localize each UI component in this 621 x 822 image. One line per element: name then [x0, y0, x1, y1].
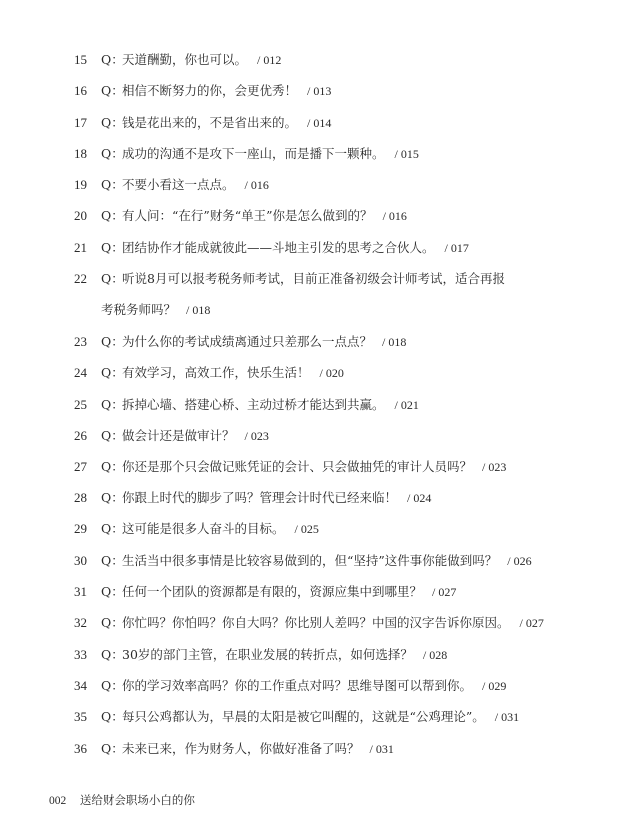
toc-entry: [0, 550, 621, 572]
entry-title: [122, 143, 419, 165]
entry-title-text: 每只公鸡都认为，早晨的太阳是被它叫醒的，这就是“公鸡理论”。: [122, 709, 485, 724]
entry-title: [122, 268, 515, 290]
q-marker: Q：: [101, 709, 124, 724]
entry-number: 23: [74, 334, 87, 349]
entry-page: / 016: [382, 209, 407, 223]
entry-number: 36: [74, 741, 87, 756]
entry-title: [122, 487, 431, 509]
entry-title: [122, 644, 447, 666]
entry-title: [122, 394, 419, 416]
entry-title-text: 成功的沟通不是攻下一座山，而是播下一颗种。: [122, 146, 385, 161]
entry-number: 26: [74, 428, 87, 443]
toc-entry: [0, 112, 621, 134]
toc-entry: [0, 738, 621, 760]
q-marker: Q：: [101, 428, 124, 443]
entry-title: [101, 299, 210, 321]
entry-title-text: 30岁的部门主管，在职业发展的转折点，如何选择？: [122, 647, 413, 662]
entry-number: 25: [74, 397, 87, 412]
q-marker: Q：: [101, 83, 124, 98]
entry-number: 18: [74, 146, 87, 161]
entry-title-text: 有人问：“在行”财务“单王”你是怎么做到的？: [122, 208, 373, 223]
entry-page: / 027: [519, 616, 544, 630]
entry-title-text: 听说8月可以报考税务师考试，目前正准备初级会计师考试，适合再报: [122, 271, 505, 286]
book-title: 送给财会职场小白的你: [79, 793, 195, 807]
entry-number: 34: [74, 678, 87, 693]
entry-title: [122, 331, 406, 353]
entry-page: / 026: [507, 554, 532, 568]
entry-number: 32: [74, 615, 87, 630]
toc-entry: [0, 362, 621, 384]
entry-page: / 013: [307, 84, 332, 98]
entry-page: / 024: [407, 491, 432, 505]
entry-title-text: 你还是那个只会做记账凭证的会计、只会做抽凭的审计人员吗？: [122, 459, 473, 474]
entry-title: [122, 706, 519, 728]
toc-entry: [0, 612, 621, 634]
entry-page: / 018: [186, 303, 211, 317]
entry-title: [122, 80, 331, 102]
toc-entry: [0, 237, 621, 259]
entry-title-text: 你的学习效率高吗？你的工作重点对吗？思维导图可以帮到你。: [122, 678, 473, 693]
entry-number: 19: [74, 177, 87, 192]
q-marker: Q：: [101, 52, 124, 67]
q-marker: Q：: [101, 678, 124, 693]
q-marker: Q：: [101, 459, 124, 474]
entry-title-text: 钱是花出来的，不是省出来的。: [122, 115, 298, 130]
entry-title-text: 任何一个团队的资源都是有限的，资源应集中到哪里？: [122, 584, 423, 599]
entry-number: 21: [74, 240, 87, 255]
entry-title-text: 考税务师吗？: [101, 302, 177, 317]
entry-number: 28: [74, 490, 87, 505]
toc-entry: [0, 174, 621, 196]
toc-entry: [0, 675, 621, 697]
entry-title: [122, 518, 319, 540]
entry-title: [122, 112, 331, 134]
q-marker: Q：: [101, 271, 124, 286]
entry-number: 35: [74, 709, 87, 724]
entry-number: 22: [74, 271, 87, 286]
entry-number: 27: [74, 459, 87, 474]
entry-number: 16: [74, 83, 87, 98]
entry-title: [122, 174, 269, 196]
entry-number: 24: [74, 365, 87, 380]
entry-page: / 021: [394, 398, 419, 412]
entry-number: 29: [74, 521, 87, 536]
entry-title: [122, 738, 394, 760]
entry-title-text: 天道酬勤，你也可以。: [122, 52, 248, 67]
q-marker: Q：: [101, 553, 124, 568]
q-marker: Q：: [101, 521, 124, 536]
entry-title-text: 不要小看这一点点。: [122, 177, 235, 192]
q-marker: Q：: [101, 115, 124, 130]
toc-entry: [0, 644, 621, 666]
toc-entry: [0, 331, 621, 353]
entry-page: / 016: [244, 178, 269, 192]
entry-title-text: 做会计还是做审计？: [122, 428, 235, 443]
entry-title-text: 你忙吗？你怕吗？你自大吗？你比别人差吗？中国的汉字告诉你原因。: [122, 615, 510, 630]
page-number: 002: [49, 795, 67, 807]
entry-number: 20: [74, 208, 87, 223]
entry-page: / 031: [494, 710, 520, 724]
q-marker: Q：: [101, 334, 124, 349]
q-marker: Q：: [101, 146, 124, 161]
entry-page: / 023: [244, 429, 269, 443]
toc-entry: [0, 394, 621, 416]
toc-entry: [0, 268, 621, 290]
entry-title: [122, 456, 506, 478]
entry-page: / 031: [369, 742, 394, 756]
entry-number: 17: [74, 115, 87, 130]
toc-entry: [0, 205, 621, 227]
page-footer: [49, 790, 195, 811]
entry-number: 33: [74, 647, 87, 662]
entry-title-text: 为什么你的考试成绩离通过只差那么一点点？: [122, 334, 373, 349]
entry-title-text: 未来已来，作为财务人，你做好准备了吗？: [122, 741, 360, 756]
q-marker: Q：: [101, 584, 124, 599]
entry-title-text: 这可能是很多人奋斗的目标。: [122, 521, 285, 536]
toc-entry: [0, 706, 621, 728]
q-marker: Q：: [101, 490, 124, 505]
entry-page: / 017: [444, 241, 469, 255]
entry-title: [122, 581, 456, 603]
entry-page: / 014: [307, 116, 332, 130]
entry-title-text: 你跟上时代的脚步了吗？管理会计时代已经来临！: [122, 490, 398, 505]
entry-title-text: 拆掉心墙、搭建心桥、主动过桥才能达到共赢。: [122, 397, 385, 412]
toc-entry: [0, 518, 621, 540]
entry-number: 15: [74, 52, 87, 67]
entry-title: [122, 425, 269, 447]
toc-entry: [0, 49, 621, 71]
entry-title: [122, 205, 407, 227]
entry-title-text: 有效学习，高效工作，快乐生活！: [122, 365, 310, 380]
q-marker: Q：: [101, 365, 124, 380]
entry-page: / 028: [422, 648, 448, 662]
entry-title: [122, 612, 544, 634]
entry-title: [122, 550, 532, 572]
q-marker: Q：: [101, 177, 124, 192]
q-marker: Q：: [101, 647, 124, 662]
entry-number: 31: [74, 584, 87, 599]
entry-page: / 015: [394, 147, 419, 161]
toc-entry: [0, 581, 621, 603]
toc-entry: [0, 487, 621, 509]
q-marker: Q：: [101, 741, 124, 756]
entry-page: / 029: [482, 679, 507, 693]
toc-entry: [0, 425, 621, 447]
entry-title-text: 相信不断努力的你，会更优秀！: [122, 83, 298, 98]
entry-title: [122, 675, 506, 697]
q-marker: Q：: [101, 208, 124, 223]
toc-entry: [0, 80, 621, 102]
entry-page: / 025: [294, 522, 319, 536]
entry-page: / 020: [319, 366, 344, 380]
toc-entry: [0, 143, 621, 165]
entry-title: [122, 362, 344, 384]
entry-page: / 027: [432, 585, 457, 599]
entry-page: / 018: [382, 335, 407, 349]
entry-title-text: 生活当中很多事情是比较容易做到的，但“坚持”这件事你能做到吗？: [122, 553, 498, 568]
entry-title: [122, 237, 469, 259]
entry-number: 30: [74, 553, 87, 568]
toc-entry-continuation: [0, 299, 621, 321]
entry-page: / 023: [482, 460, 507, 474]
toc-entry: [0, 456, 621, 478]
entry-title: [122, 49, 281, 71]
q-marker: Q：: [101, 397, 124, 412]
entry-title-text: 团结协作才能成就彼此——斗地主引发的思考之合伙人。: [122, 240, 435, 255]
q-marker: Q：: [101, 615, 124, 630]
q-marker: Q：: [101, 240, 124, 255]
entry-page: / 012: [257, 53, 282, 67]
